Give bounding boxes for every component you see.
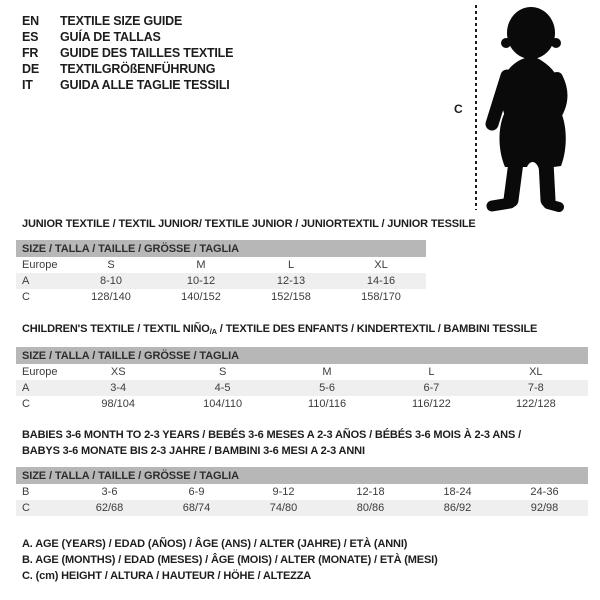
children-title-text: CHILDREN'S TEXTILE / TEXTIL NIÑO xyxy=(22,323,210,335)
row-label: C xyxy=(22,502,30,514)
table-cell: 152/158 xyxy=(271,291,311,303)
table-cell: 8-10 xyxy=(99,275,123,287)
language-code: ES xyxy=(22,30,39,44)
table-cell: 12-13 xyxy=(276,275,306,287)
table-cell: 68/74 xyxy=(182,502,211,514)
table-cell: 80/86 xyxy=(356,502,385,514)
table-cell: 128/140 xyxy=(91,291,131,303)
language-row xyxy=(22,61,233,77)
row-label: A xyxy=(22,382,30,394)
table-cell: 9-12 xyxy=(272,486,295,498)
row-label: C xyxy=(22,398,30,410)
children-size-table xyxy=(16,347,588,412)
children-title-text-cont: / TEXTILE DES ENFANTS / KINDERTEXTIL / BAMBINI TESSILE xyxy=(216,323,538,335)
table-cell: 62/68 xyxy=(95,502,124,514)
row-label: C xyxy=(22,291,30,303)
table-cell: L xyxy=(287,259,295,271)
table-cell: 5-6 xyxy=(319,382,335,394)
junior-table-title: JUNIOR TEXTILE / TEXTIL JUNIOR/ TEXTILE JUNIOR / JUNIORTEXTIL / JUNIOR TESSILE xyxy=(22,218,476,230)
baby-silhouette-icon xyxy=(479,4,583,212)
size-header-bar: SIZE / TALLA / TAILLE / GRÖSSE / TAGLIA xyxy=(16,467,588,484)
table-cell: XL xyxy=(374,259,388,271)
table-cell: XL xyxy=(529,366,543,378)
table-cell: S xyxy=(107,259,115,271)
language-row xyxy=(22,77,233,93)
babies-table-title xyxy=(22,427,582,459)
table-cell: 3-6 xyxy=(101,486,118,498)
junior-size-table xyxy=(16,240,426,305)
table-row xyxy=(16,289,426,305)
language-title: GUÍA DE TALLAS xyxy=(60,30,161,44)
language-row xyxy=(22,13,233,29)
table-cell: M xyxy=(322,366,332,378)
footnote-b: B. AGE (MONTHS) / EDAD (MESES) / ÂGE (MOIS) / ALTER (MONATE) / ETÀ (MESI) xyxy=(22,554,438,566)
table-cell: 74/80 xyxy=(269,502,298,514)
language-row xyxy=(22,29,233,45)
table-cell: 122/128 xyxy=(515,398,556,410)
table-row xyxy=(16,273,426,289)
language-code: DE xyxy=(22,62,39,76)
table-cell: 7-8 xyxy=(527,382,544,394)
table-cell: XS xyxy=(110,366,126,378)
table-cell: 110/116 xyxy=(307,398,347,410)
table-cell: 18-24 xyxy=(443,486,472,498)
table-row xyxy=(16,257,426,273)
language-code: EN xyxy=(22,14,39,28)
language-code: IT xyxy=(22,78,33,92)
children-table-title xyxy=(22,323,537,336)
table-cell: L xyxy=(428,366,435,378)
table-cell: 92/98 xyxy=(530,502,559,514)
children-title-subscript: /A xyxy=(209,327,217,336)
table-row xyxy=(16,500,588,516)
table-cell: 6-7 xyxy=(423,382,440,394)
table-cell: 14-16 xyxy=(366,275,396,287)
table-cell: 158/170 xyxy=(361,291,401,303)
babies-size-table xyxy=(16,467,588,516)
language-title: TEXTILGRÖßENFÜHRUNG xyxy=(60,62,216,76)
row-label: Europe xyxy=(22,259,58,271)
row-label: A xyxy=(22,275,30,287)
table-rows xyxy=(16,257,426,305)
table-rows xyxy=(16,364,588,412)
size-header-bar: SIZE / TALLA / TAILLE / GRÖSSE / TAGLIA xyxy=(16,240,426,257)
height-measure-label: C xyxy=(454,102,463,116)
table-cell: 98/104 xyxy=(101,398,136,410)
footnote-a: A. AGE (YEARS) / EDAD (AÑOS) / ÂGE (ANS) / ALTER (JAHRE) / ETÀ (ANNI) xyxy=(22,538,408,550)
table-cell: 12-18 xyxy=(356,486,385,498)
language-row xyxy=(22,45,233,61)
language-title: TEXTILE SIZE GUIDE xyxy=(60,14,183,28)
table-row xyxy=(16,484,588,500)
table-row xyxy=(16,396,588,412)
language-title: GUIDA ALLE TAGLIE TESSILI xyxy=(60,78,230,92)
table-cell: M xyxy=(196,259,206,271)
footnotes xyxy=(22,538,438,586)
table-cell: 140/152 xyxy=(181,291,221,303)
language-title: GUIDE DES TAILLES TEXTILE xyxy=(60,46,234,60)
row-label: B xyxy=(22,486,30,498)
table-cell: 6-9 xyxy=(188,486,205,498)
row-label: Europe xyxy=(22,366,58,378)
table-cell: 86/92 xyxy=(443,502,472,514)
table-cell: 24-36 xyxy=(530,486,559,498)
language-list xyxy=(22,13,233,93)
table-cell: S xyxy=(218,366,227,378)
table-row xyxy=(16,364,588,380)
table-cell: 104/110 xyxy=(203,398,243,410)
table-cell: 4-5 xyxy=(214,382,231,394)
size-header-bar: SIZE / TALLA / TAILLE / GRÖSSE / TAGLIA xyxy=(16,347,588,364)
height-measure-dashed-line xyxy=(475,5,477,210)
table-cell: 3-4 xyxy=(110,382,127,394)
table-cell: 10-12 xyxy=(186,275,216,287)
babies-title-line2: BABYS 3-6 MONATE BIS 2-3 JAHRE / BAMBINI 3-6 MESI A 2-3 ANNI xyxy=(22,445,365,457)
table-rows xyxy=(16,484,588,516)
table-row xyxy=(16,380,588,396)
footnote-c: C. (cm) HEIGHT / ALTURA / HAUTEUR / HÖHE / ALTEZZA xyxy=(22,570,312,582)
babies-title-line1: BABIES 3-6 MONTH TO 2-3 YEARS / BEBÉS 3-6 MESES A 2-3 AÑOS / BÉBÉS 3-6 MOIS À 2-3 ANS / xyxy=(22,429,521,441)
language-code: FR xyxy=(22,46,39,60)
table-cell: 116/122 xyxy=(411,398,451,410)
